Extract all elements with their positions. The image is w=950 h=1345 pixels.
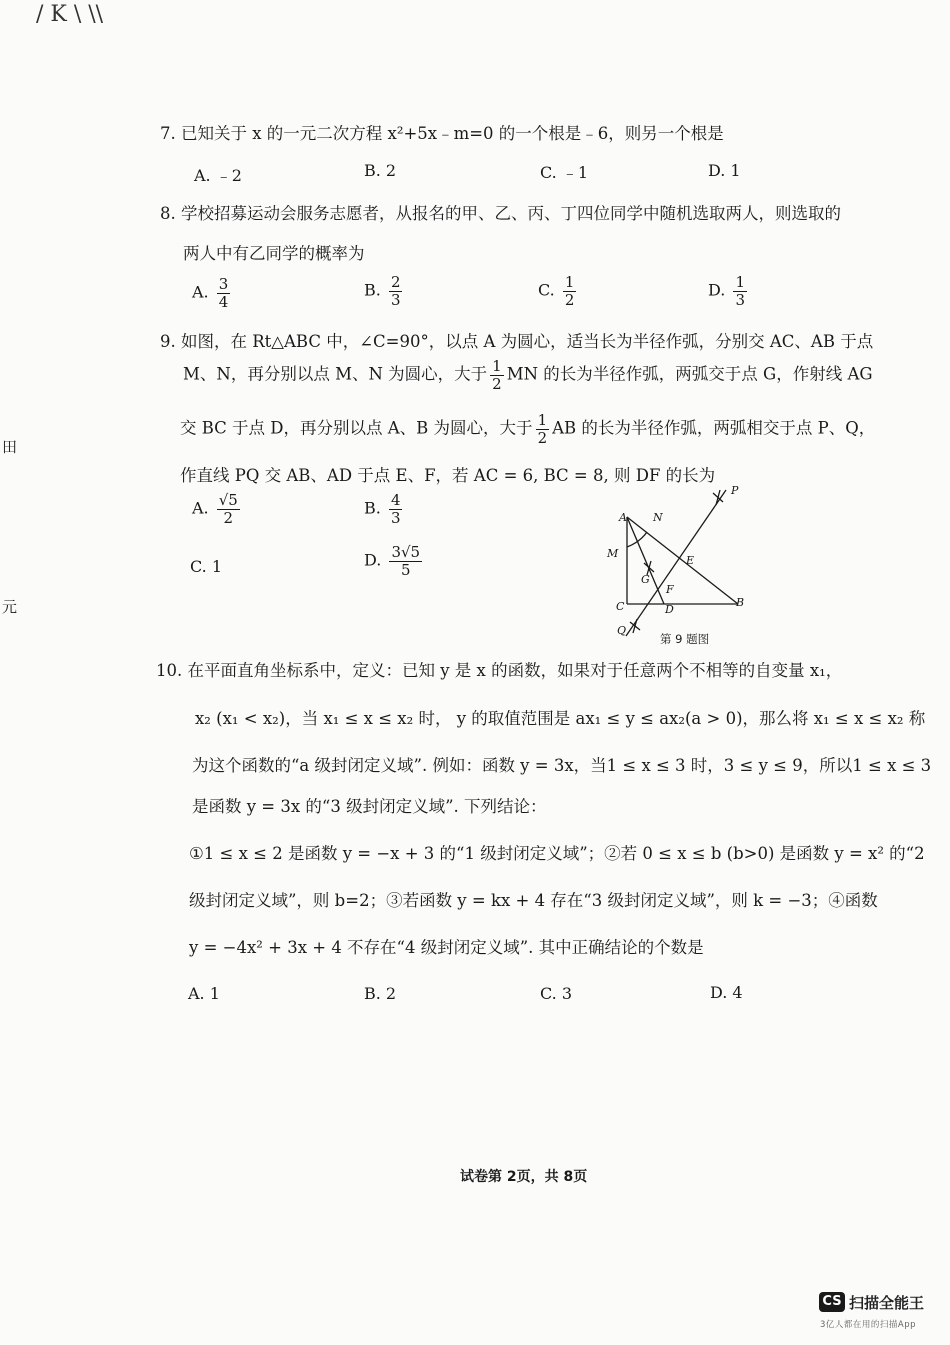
corner-marks: / K \ \\ [36, 2, 104, 27]
option-label: B. [364, 280, 381, 300]
fraction [389, 274, 403, 308]
q7-option-d: D. 1 [708, 161, 741, 180]
q7-option-b: B. 2 [364, 161, 397, 180]
fraction [733, 274, 747, 308]
q10-line5: ①1 ≤ x ≤ 2 是函数 y = −x + 3 的“1 级封闭定义域”；②若 0 ≤ x ≤ b (b>0) 是函数 y = x² 的“2 [189, 844, 925, 863]
q10-option-b: B. 2 [364, 984, 397, 1003]
q9-option-c: C. 1 [190, 557, 223, 576]
label-d: D [665, 603, 674, 616]
text-run: AB 的长为半径作弧，两弧相交于点 P、Q， [552, 418, 876, 438]
q9-option-a [192, 492, 243, 526]
numerator: 3 [218, 275, 229, 293]
watermark-subtitle: 3亿人都在用的扫描App [820, 1320, 917, 1330]
text-run: M、N，再分别以点 M、N 为圆心，大于 [183, 364, 488, 384]
fraction [217, 492, 240, 526]
q8-option-a [192, 276, 233, 310]
option-label: A. [192, 498, 209, 518]
q10-line3: 为这个函数的“a 级封闭定义域”. 例如：函数 y = 3x，当1 ≤ x ≤ 3 时，3 ≤ y ≤ 9，所以1 ≤ x ≤ 3 [192, 756, 932, 775]
denominator: 2 [492, 374, 502, 393]
denominator: 2 [537, 428, 548, 447]
numerator: 1 [564, 273, 575, 291]
q10-line1: 10. 在平面直角坐标系中，定义：已知 y 是 x 的函数，如果对于任意两个不相等的自变量 x₁， [156, 661, 843, 680]
label-b: B [736, 596, 745, 609]
q9-line3 [180, 412, 875, 446]
line-pq [626, 490, 726, 636]
segment-ab [627, 517, 738, 604]
denominator: 4 [218, 292, 229, 311]
label-e: E [686, 554, 695, 567]
fraction [389, 544, 422, 578]
q10-option-c: C. 3 [540, 984, 573, 1003]
fraction [536, 412, 550, 446]
denominator: 3 [390, 508, 401, 527]
cross-q [630, 619, 640, 633]
watermark-title: 扫描全能王 [849, 1294, 925, 1312]
figure-caption: 第 9 题图 [660, 632, 710, 645]
numerator: 2 [390, 273, 401, 291]
fraction [563, 274, 577, 308]
camscanner-logo: CS [819, 1292, 845, 1312]
q10-option-a: A. 1 [188, 984, 220, 1003]
q9-option-b [364, 492, 405, 526]
q10-line7: y = −4x² + 3x + 4 不存在“4 级封闭定义域”. 其中正确结论的个数是 [189, 938, 704, 957]
fraction [389, 492, 403, 526]
q8-option-c [538, 274, 579, 308]
margin-mark-2: 元 [2, 598, 18, 616]
denominator: 5 [400, 560, 411, 579]
label-q: Q [617, 624, 627, 637]
label-a: A [619, 511, 627, 524]
q9-line4: 作直线 PQ 交 AB、AD 于点 E、F，若 AC = 6, BC = 8, 则 DF 的长为 [180, 466, 716, 485]
margin-mark-1: 田 [2, 438, 18, 456]
text-run: 交 BC 于点 D，再分别以点 A、B 为圆心，大于 [180, 418, 533, 438]
q8-line1: 8. 学校招募运动会服务志愿者，从报名的甲、乙、丙、丁四位同学中随机选取两人，则选取的 [160, 204, 841, 223]
q10-line4: 是函数 y = 3x 的“3 级封闭定义域”. 下列结论： [192, 797, 547, 816]
numerator: 1 [492, 357, 502, 375]
label-g: G [641, 573, 650, 586]
q7-text: 7. 已知关于 x 的一元二次方程 x²+5x﹣m=0 的一个根是﹣6，则另一个根是 [160, 124, 724, 143]
denominator: 3 [390, 290, 401, 309]
numerator: 3√5 [391, 543, 421, 561]
q10-line6: 级封闭定义域”，则 b=2；③若函数 y = kx + 4 存在“3 级封闭定义域”，则 k = −3；④函数 [189, 891, 878, 910]
q10-option-d: D. 4 [710, 983, 743, 1002]
denominator: 2 [223, 508, 234, 527]
q9-figure [600, 480, 770, 645]
denominator: 2 [564, 290, 575, 309]
option-label: C. [538, 280, 555, 300]
q8-option-d [708, 274, 750, 308]
label-p: P [731, 484, 739, 497]
option-label: A. [192, 282, 209, 302]
q9-line2 [183, 358, 873, 392]
label-n: N [653, 511, 663, 524]
label-m: M [607, 547, 619, 560]
numerator: 4 [390, 491, 401, 509]
ray-ag [627, 517, 664, 604]
q8-option-b [364, 274, 405, 308]
text-run: MN 的长为半径作弧，两弧交于点 G，作射线 AG [506, 364, 873, 384]
page-footer: 试卷第 2页，共 8页 [460, 1169, 588, 1185]
q9-option-d [364, 544, 425, 578]
option-label: D. [364, 550, 382, 570]
q7-option-a: A. ﹣2 [194, 166, 242, 185]
denominator: 3 [735, 290, 745, 309]
q10-line2: x₂ (x₁ < x₂)，当 x₁ ≤ x ≤ x₂ 时， y 的取值范围是 ax₁ ≤ y ≤ ax₂(a > 0)，那么将 x₁ ≤ x ≤ x₂ 称 [195, 709, 926, 728]
label-c: C [616, 600, 625, 613]
fraction [490, 358, 504, 392]
fraction [217, 276, 231, 310]
option-label: D. [708, 280, 726, 300]
q7-option-c: C. ﹣1 [540, 163, 589, 182]
numerator: 1 [735, 273, 745, 291]
numerator: √5 [218, 491, 238, 509]
q9-line1: 9. 如图，在 Rt△ABC 中，∠C=90°，以点 A 为圆心，适当长为半径作弧，分别交 AC、AB 于点 [160, 332, 874, 351]
numerator: 1 [537, 411, 548, 429]
q8-line2: 两人中有乙同学的概率为 [183, 244, 365, 263]
option-label: B. [364, 498, 381, 518]
label-f: F [666, 583, 674, 596]
